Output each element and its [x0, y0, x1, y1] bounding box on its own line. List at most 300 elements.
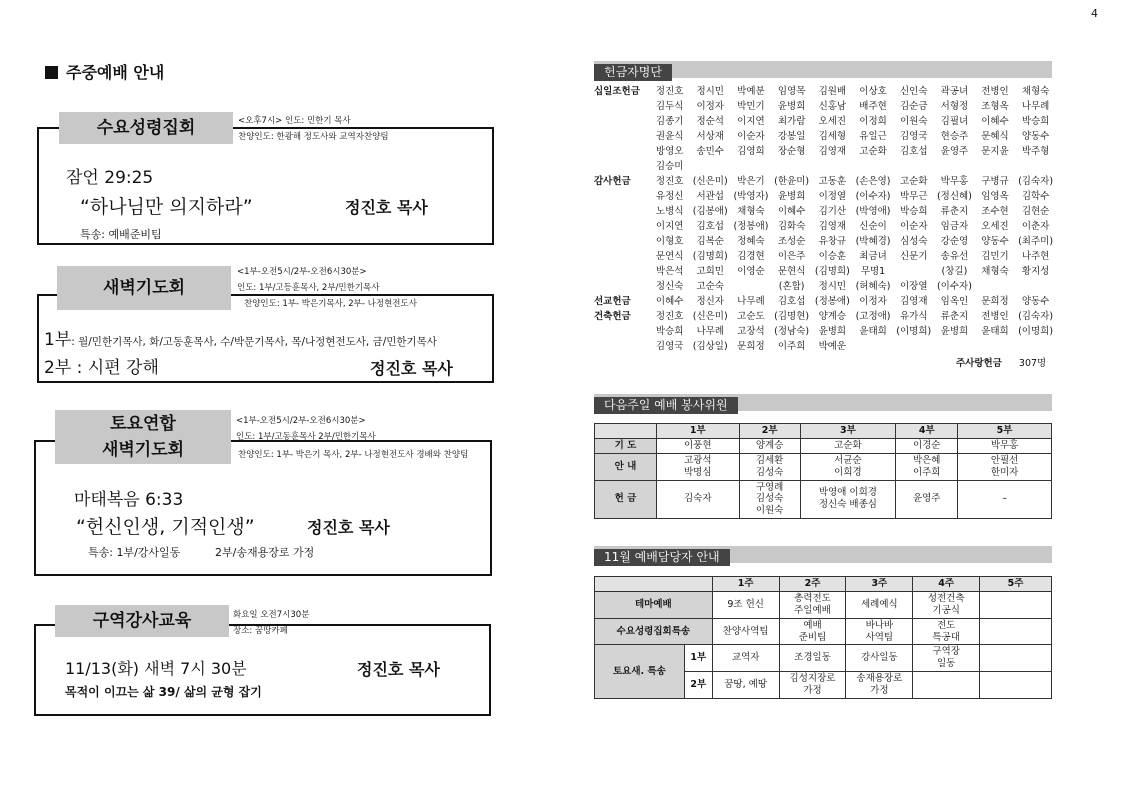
november-row: [595, 618, 1052, 645]
offering-name: (허혜숙): [855, 280, 891, 292]
offering-name: [731, 277, 772, 292]
november-column-header: 1주: [712, 577, 779, 592]
wednesday-special-song: 특송: 예배준비팀: [80, 228, 162, 241]
offering-name: 이춘자: [1021, 220, 1050, 232]
saturday-scripture: 마태복음 6:33: [74, 490, 184, 510]
offering-name: (혼합): [778, 280, 805, 292]
offering-name: 김영국: [655, 340, 684, 352]
saturday-preacher: 정진호 목사: [307, 518, 390, 537]
november-cell: 김성지장로 가정: [779, 672, 846, 699]
november-cell: 세례예식: [846, 591, 913, 618]
district-time-note: 화요일 오전7시30분: [233, 610, 310, 620]
offering-name: (정봉애): [814, 295, 850, 307]
offering-category: [594, 322, 650, 337]
offering-name: 채형숙: [1021, 85, 1050, 97]
offering-name: 김두식: [655, 100, 684, 112]
offering-name: 박은기: [737, 175, 765, 187]
offering-row: [594, 337, 1056, 352]
offering-name: 조수현: [981, 205, 1009, 217]
next-week-cell: –: [958, 480, 1052, 519]
offering-name: 양동수: [1021, 295, 1050, 307]
offering-name: 구병규: [981, 175, 1009, 187]
district-place-note: 장소: 꿈땅카페: [233, 626, 288, 636]
offering-name: 이형호: [655, 235, 684, 247]
offering-name: [975, 157, 1015, 172]
offering-name: 박무홍: [940, 175, 969, 187]
offering-name: 심성숙: [899, 235, 928, 247]
offering-name: 임영목: [777, 85, 806, 97]
offering-name: 이장열: [899, 280, 928, 292]
offering-name: 김원배: [818, 85, 847, 97]
offering-name: 이정자: [696, 100, 724, 112]
offering-name: 정진호: [655, 175, 684, 187]
offering-category: [594, 112, 650, 127]
next-week-cell: 윤영주: [896, 480, 958, 519]
offering-name: 김필녀: [940, 115, 969, 127]
november-cell: [980, 618, 1052, 645]
offering-name: (김숙자): [1018, 175, 1054, 187]
wednesday-preacher: 정진호 목사: [345, 198, 428, 217]
offering-name: 신순이: [859, 220, 887, 232]
offering-name: 이영순: [737, 265, 765, 277]
district-topic: 목적이 이끄는 삶 39/ 삶의 균형 잡기: [65, 685, 262, 699]
offering-name: 문지윤: [981, 145, 1009, 157]
offering-name: 정신숙: [655, 280, 684, 292]
offering-name: 박민기: [737, 100, 765, 112]
offering-name: 배주현: [859, 100, 887, 112]
offering-name: 김호섭: [899, 145, 928, 157]
offering-name: 조형옥: [981, 100, 1009, 112]
offering-row: [594, 232, 1056, 247]
november-column-header: 2주: [779, 577, 846, 592]
offering-name: (김명현): [774, 310, 810, 322]
offering-total-value: 307명: [1018, 358, 1047, 369]
offering-name: (김상일): [692, 340, 728, 352]
offering-name: (김명희): [692, 250, 728, 262]
offering-name: 전병인: [981, 85, 1009, 97]
november-cell: 성전건축 기공식: [913, 591, 980, 618]
offering-name: 박예분: [737, 85, 765, 97]
offering-name: 이주희: [777, 340, 806, 352]
offering-name: (이명희): [1018, 325, 1054, 337]
offering-name: 장순형: [777, 145, 806, 157]
offering-name: 이정자: [859, 295, 887, 307]
offering-name: 유창규: [818, 235, 847, 247]
offering-category: [594, 232, 650, 247]
offering-name: 고순화: [859, 145, 887, 157]
offering-row: [594, 262, 1056, 277]
offering-name: [893, 337, 934, 352]
saturday-praise-note: 찬양인도: 1부- 박은기 목사, 2부- 나정현전도사 경배와 찬양팀: [238, 450, 469, 460]
offering-name: [975, 277, 1015, 292]
next-week-cell: 서균순 이희경: [800, 453, 896, 480]
offering-name: 박예운: [818, 340, 847, 352]
offering-name: [1015, 337, 1056, 352]
november-part-label: 1부: [684, 645, 712, 672]
offering-name: 이은주: [777, 250, 806, 262]
offering-category: [594, 217, 650, 232]
offering-name: 정진호: [655, 310, 684, 322]
offering-name: (김숙자): [1018, 310, 1054, 322]
offering-category: [594, 202, 650, 217]
offering-name: 윤병희: [777, 190, 806, 202]
offering-name: [853, 157, 894, 172]
offering-name: 윤병희: [818, 325, 847, 337]
next-week-cell: 박영애 이희경 정신숙 배종심: [800, 480, 896, 519]
saturday-title-line1: 토요연합: [110, 413, 176, 434]
offering-header: 헌금자명단: [594, 64, 672, 81]
offering-name: (손은영): [855, 175, 891, 187]
dawn-part1-label: 1부: [44, 330, 72, 350]
square-bullet-icon: [45, 66, 58, 79]
dawn-leader-note: 인도: 1부/고등훈목사, 2부/민한기목사: [237, 283, 380, 293]
offering-category: 십일조헌금: [594, 85, 640, 97]
november-row: [595, 645, 1052, 672]
next-week-column-header: 2부: [739, 424, 800, 439]
offering-name: 이지연: [737, 115, 765, 127]
offering-name: 황지성: [1021, 265, 1050, 277]
offering-name: 김복순: [696, 235, 724, 247]
next-week-row: [595, 438, 1052, 453]
november-column-header: 4주: [913, 577, 980, 592]
offering-name: 임영옥: [981, 190, 1009, 202]
offering-name: 정시민: [696, 85, 724, 97]
offering-name: (박영자): [733, 190, 769, 202]
offering-row: [594, 322, 1056, 337]
november-header-bar: [594, 546, 1052, 563]
offering-name: (신은미): [692, 310, 728, 322]
offering-name: 박승희: [655, 325, 684, 337]
offering-name: 노병식: [655, 205, 684, 217]
offering-category: 선교헌금: [594, 295, 631, 307]
offering-name: 양동수: [981, 235, 1009, 247]
november-row-label: 토요새. 특송: [595, 645, 685, 699]
offering-list: [594, 82, 1056, 352]
offering-name: 김승미: [655, 160, 684, 172]
next-week-column-header: 5부: [958, 424, 1052, 439]
dawn-preacher: 정진호 목사: [370, 359, 453, 378]
november-header-row: [595, 577, 1052, 592]
offering-name: 권윤식: [655, 130, 684, 142]
wednesday-service-title: 수요성령집회: [59, 112, 233, 144]
offering-name: 이원숙: [899, 115, 928, 127]
offering-name: 문현식: [777, 265, 806, 277]
next-week-cell: 안필선 한미자: [958, 453, 1052, 480]
offering-total-label: 주사랑헌금: [956, 358, 1002, 369]
offering-name: 양동수: [1021, 130, 1050, 142]
offering-name: 박승희: [899, 205, 928, 217]
next-week-cell: 이경순: [896, 438, 958, 453]
offering-name: [934, 337, 975, 352]
offering-name: 이정열: [818, 190, 847, 202]
next-week-cell: 고순화: [800, 438, 896, 453]
offering-name: 이순자: [737, 130, 765, 142]
next-week-row-label: 안 내: [595, 453, 657, 480]
november-cell: [980, 645, 1052, 672]
offering-name: 김학수: [1021, 190, 1050, 202]
november-corner-cell: [595, 577, 713, 592]
offering-name: 오세진: [818, 115, 847, 127]
november-cell: 꿈땅, 예땅: [712, 672, 779, 699]
offering-name: 방영오: [655, 145, 684, 157]
offering-name: (김봉애): [692, 205, 728, 217]
november-column-header: 5주: [980, 577, 1052, 592]
offering-name: [893, 262, 934, 277]
november-cell: 총력전도 주일예배: [779, 591, 846, 618]
offering-name: 신문기: [899, 250, 928, 262]
next-week-cell: 김세환 김성숙: [739, 453, 800, 480]
offering-name: (이명희): [896, 325, 932, 337]
offering-name: 채형숙: [981, 265, 1009, 277]
offering-name: 김영국: [899, 130, 928, 142]
offering-category: [594, 142, 650, 157]
offering-name: 채형숙: [737, 205, 765, 217]
november-row: [595, 591, 1052, 618]
offering-name: 정신자: [696, 295, 724, 307]
offering-name: 양계승: [818, 310, 847, 322]
next-week-row-label: 기 도: [595, 438, 657, 453]
offering-name: 강봉일: [777, 130, 806, 142]
november-column-header: 3주: [846, 577, 913, 592]
offering-name: 신홍남: [818, 100, 847, 112]
wednesday-sermon-title: “하나님만 의지하라”: [80, 196, 253, 218]
offering-row: [594, 292, 1056, 307]
offering-row: [594, 187, 1056, 202]
offering-name: (신은미): [692, 175, 728, 187]
offering-name: (고정애): [855, 310, 891, 322]
offering-name: 이정희: [859, 115, 887, 127]
offering-name: 고순화: [899, 175, 928, 187]
next-week-column-header: 3부: [800, 424, 896, 439]
offering-name: (이수자): [936, 280, 972, 292]
offering-name: 현승주: [940, 130, 969, 142]
offering-name: 박주형: [1021, 145, 1050, 157]
november-cell: 교역자: [712, 645, 779, 672]
offering-name: 나무례: [1021, 100, 1050, 112]
offering-name: 문희정: [981, 295, 1009, 307]
november-header: 11월 예배담당자 안내: [594, 549, 730, 566]
offering-name: 고희민: [696, 265, 724, 277]
offering-name: 유가식: [899, 310, 928, 322]
offering-name: 나무례: [696, 325, 724, 337]
next-week-cell: 고광석 박명심: [656, 453, 739, 480]
offering-row: [594, 127, 1056, 142]
offering-category: [594, 127, 650, 142]
offering-name: 이지연: [655, 220, 684, 232]
offering-name: 박승희: [1021, 115, 1050, 127]
november-cell: 바나바 사역팀: [846, 618, 913, 645]
wednesday-praise-note: 찬양인도: 한광해 정도사와 교역자찬양팀: [238, 132, 389, 142]
offering-name: 문혜식: [981, 130, 1009, 142]
wednesday-time-note: <오후7시> 인도: 민한기 목사: [238, 116, 351, 126]
page-title-text: 주중예배 안내: [66, 63, 165, 82]
offering-name: 이승훈: [818, 250, 847, 262]
november-cell: 강사일동: [846, 645, 913, 672]
offering-row: [594, 157, 1056, 172]
offering-category: [594, 157, 650, 172]
saturday-leader-note: 인도: 1부/고동훈목사 2부/민한기목사: [236, 432, 376, 442]
next-week-row: [595, 480, 1052, 519]
offering-name: (김명희): [814, 265, 850, 277]
offering-name: 정혜숙: [737, 235, 765, 247]
saturday-sermon-title: “헌신인생, 기적인생”: [76, 516, 255, 538]
offering-name: 임금자: [940, 220, 969, 232]
offering-name: 조성순: [777, 235, 806, 247]
offering-name: 문연식: [655, 250, 684, 262]
offering-name: 박무근: [899, 190, 928, 202]
offering-name: 김세형: [818, 130, 847, 142]
next-week-row: [595, 453, 1052, 480]
offering-name: (창길): [941, 265, 968, 277]
offering-name: [731, 157, 772, 172]
offering-name: 고동훈: [818, 175, 847, 187]
offering-category: [594, 187, 650, 202]
offering-name: 강순영: [940, 235, 969, 247]
next-week-cell: 양계승: [739, 438, 800, 453]
offering-row: [594, 112, 1056, 127]
offering-name: 오세진: [981, 220, 1009, 232]
offering-name: 이혜수: [655, 295, 684, 307]
offering-category: [594, 247, 650, 262]
offering-name: (정봉애): [733, 220, 769, 232]
november-cell: [980, 672, 1052, 699]
next-week-cell: 박은혜 이주희: [896, 453, 958, 480]
offering-name: 김영재: [818, 220, 847, 232]
offering-name: 최가람: [777, 115, 806, 127]
offering-name: 이혜수: [981, 115, 1009, 127]
offering-header-bar: [594, 61, 1052, 78]
offering-name: 최금녀: [859, 250, 887, 262]
offering-name: 김영재: [818, 145, 847, 157]
dawn-part2-sermon: 2부 : 시편 강해: [44, 358, 159, 378]
offering-name: 서형정: [940, 100, 969, 112]
offering-row: [594, 172, 1056, 187]
offering-table: [594, 82, 1056, 352]
offering-name: [1015, 277, 1056, 292]
offering-name: 송유선: [940, 250, 969, 262]
offering-name: 이순자: [899, 220, 928, 232]
offering-name: [975, 337, 1015, 352]
next-week-header-row: [595, 424, 1052, 439]
saturday-time-note: <1부-오전5시/2부-오전6시30분>: [236, 416, 366, 426]
offering-name: 윤태희: [859, 325, 887, 337]
next-week-row-label: 헌 금: [595, 480, 657, 519]
november-cell: [980, 591, 1052, 618]
offering-name: 유정신: [655, 190, 684, 202]
next-week-header-bar: [594, 394, 1052, 411]
november-cell: 예배 준비팀: [779, 618, 846, 645]
offering-category: [594, 337, 650, 352]
dawn-part1-schedule: [44, 325, 437, 350]
offering-name: 김종기: [655, 115, 684, 127]
offering-name: [934, 157, 975, 172]
offering-row: [594, 307, 1056, 322]
offering-row: [594, 97, 1056, 112]
offering-name: [771, 157, 812, 172]
offering-name: (정남숙): [774, 325, 810, 337]
next-week-column-header: 1부: [656, 424, 739, 439]
offering-name: 유일근: [859, 130, 887, 142]
november-part-label: 2부: [684, 672, 712, 699]
page-title: [45, 60, 164, 83]
offering-name: 이상호: [859, 85, 887, 97]
offering-name: (최주미): [1018, 235, 1054, 247]
offering-row: [594, 142, 1056, 157]
november-cell: [913, 672, 980, 699]
offering-name: 고순도: [737, 310, 765, 322]
offering-category: 건축헌금: [594, 310, 631, 322]
offering-name: 이혜수: [777, 205, 806, 217]
november-row-label: 테마예배: [595, 591, 713, 618]
november-cell: 조경일동: [779, 645, 846, 672]
district-preacher: 정진호 목사: [357, 660, 440, 679]
november-cell: 구역장 일동: [913, 645, 980, 672]
offering-name: 김민기: [981, 250, 1009, 262]
offering-name: 곽공녀: [940, 85, 969, 97]
offering-name: 고장석: [737, 325, 765, 337]
offering-name: 김순금: [899, 100, 928, 112]
offering-name: 김경현: [737, 250, 765, 262]
offering-name: 송민수: [696, 145, 724, 157]
next-week-cell: 김숙자: [656, 480, 739, 519]
offering-name: 박은석: [655, 265, 684, 277]
offering-name: 윤태희: [981, 325, 1009, 337]
offering-row: [594, 82, 1056, 97]
dawn-prayer-title: 새벽기도회: [57, 266, 231, 310]
offering-name: (이수자): [855, 190, 891, 202]
offering-name: 신인숙: [899, 85, 928, 97]
saturday-special-part2: 2부/송재용장로 가정: [215, 546, 315, 559]
saturday-special-part1: 특송: 1부/강사일동: [88, 546, 181, 559]
offering-name: 고순숙: [696, 280, 724, 292]
dawn-part1-text: : 월/민한기목사, 화/고동훈목사, 수/박문기목사, 목/나정현전도사, 금/민한기목사: [71, 336, 437, 348]
offering-total: [956, 355, 1046, 369]
offering-row: [594, 202, 1056, 217]
offering-name: 전병인: [981, 310, 1009, 322]
offering-name: 윤병희: [777, 100, 806, 112]
offering-name: 김영재: [899, 295, 928, 307]
saturday-title-line2: 새벽기도회: [101, 440, 185, 460]
offering-name: 류춘지: [940, 205, 969, 217]
offering-name: 김현순: [1021, 205, 1050, 217]
dawn-praise-note: 찬양인도: 1부- 박은기목사, 2부- 나정현전도사: [244, 299, 417, 309]
offering-category: [594, 262, 650, 277]
offering-category: 감사헌금: [594, 175, 631, 187]
offering-name: (박혜경): [855, 235, 891, 247]
november-cell: 송재용장로 가정: [846, 672, 913, 699]
offering-row: [594, 217, 1056, 232]
offering-name: 김호섭: [777, 295, 806, 307]
offering-name: 류춘지: [940, 310, 969, 322]
offering-name: 김화숙: [777, 220, 806, 232]
next-week-column-header: 4부: [896, 424, 958, 439]
offering-name: 문희정: [737, 340, 765, 352]
offering-name: (박영애): [855, 205, 891, 217]
page-number: 4: [1091, 7, 1098, 20]
november-cell: 9조 헌신: [712, 591, 779, 618]
next-week-cell: 이풍현: [656, 438, 739, 453]
offering-name: 윤영주: [940, 145, 969, 157]
offering-name: [690, 157, 731, 172]
november-cell: 전도 특공대: [913, 618, 980, 645]
offering-name: (정신혜): [936, 190, 972, 202]
district-date: 11/13(화) 새벽 7시 30분: [65, 659, 247, 678]
next-week-corner-cell: [595, 424, 657, 439]
district-training-title: 구역강사교육: [55, 605, 229, 637]
offering-name: (한윤미): [774, 175, 810, 187]
offering-name: 임옥인: [940, 295, 969, 307]
offering-name: 김영희: [737, 145, 765, 157]
